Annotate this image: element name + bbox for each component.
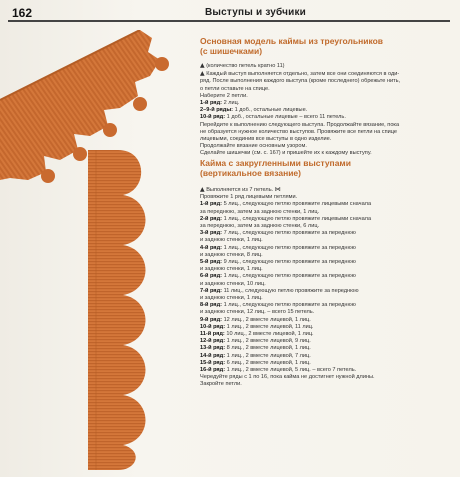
row-instruction-continued: за переднюю, затем за заднюю стенки, 6 лиц. (200, 223, 320, 230)
row-instruction: 15-й ряд: 6 лиц., 2 вместе лицевой, 1 лиц. (200, 359, 311, 366)
section-1-title-line-1: Основная модель каймы из треугольников (200, 36, 384, 46)
row-instruction: 4-й ряд: 1 лиц., следующую петлю провяжите за переднюю (200, 244, 356, 251)
row-instruction: 14-й ряд: 1 лиц., 2 вместе лицевой, 7 лиц. (200, 352, 311, 359)
bobble-5 (41, 169, 55, 183)
row-instructions (200, 201, 452, 374)
row-instruction: 12-й ряд: 1 лиц., 2 вместе лицевой, 9 лиц. (200, 338, 311, 345)
row-instruction: 8-й ряд: 1 лиц., следующую петлю провяжите за переднюю (200, 302, 356, 309)
bullet-triangle-icon: ▲ (200, 70, 205, 78)
section-2-title (200, 158, 351, 178)
triangle-symbol-icon: ▲ (200, 62, 205, 69)
row-instruction-continued: и заднюю стенки, 10 лиц. (200, 280, 266, 287)
bobble-2 (133, 97, 147, 111)
row-instruction: 9-й ряд: 12 лиц., 2 вместе лицевой, 1 лиц. (200, 316, 311, 323)
row-instruction-continued: и заднюю стенки, 1 лиц. (200, 237, 263, 244)
row-instruction: 7-й ряд: 11 лиц., следующую петлю провяжите за переднюю (200, 287, 359, 294)
row-instruction: 11-й ряд: 10 лиц., 2 вместе лицевой, 1 лиц. (200, 331, 314, 338)
row-instruction: 13-й ряд: 8 лиц., 2 вместе лицевой, 1 лиц. (200, 345, 311, 352)
section-1-title (200, 36, 383, 56)
bobble-1 (155, 57, 169, 71)
running-title: Выступы и зубчики (205, 7, 307, 18)
row-instruction-continued: и заднюю стенки, 1 лиц. (200, 295, 263, 302)
page-header (0, 0, 460, 22)
row-instruction: 2-й ряд: 1 лиц., следующую петлю провяжите лицевыми сначала (200, 215, 372, 222)
header-rule (8, 20, 450, 22)
row-instruction: 16-й ряд: 1 лиц., 2 вместе лицевой, 5 лиц. – всего 7 петель. (200, 367, 357, 374)
section-2-body: ▲ Выполняется из 7 петель. ⋈ Провяжите 1 ряд лицевыми петлями. 1-й ряд: 5 лиц., следующую петлю провяжите лицевыми сначала за переднюю, затем за заднюю стенки, 1 лиц. 2-й ряд: 1 лиц., следующую петлю провяжите лицевыми сначала за переднюю, затем за заднюю стенки, 6 лиц. 3-й ряд: 7 лиц., следующую петлю провяжите за переднюю и заднюю стенки, 1 лиц. 4-й ряд: 1 лиц., следующую петлю провяжите за переднюю и заднюю стенки, 8 лиц. 5-й ряд: 9 лиц., следующую петлю провяжите за переднюю и заднюю стенки, 1 лиц. 6-й ряд: 1 лиц., следующую петлю провяжите за переднюю и заднюю стенки, 10 лиц. 7-й ряд: 11 лиц., следующую петлю провяжите за переднюю и заднюю стенки, 1 лиц. 8-й ряд: 1 лиц., следующую петлю провяжите за переднюю и заднюю стенки, 12 лиц. – всего 15 петель. 9-й ряд: 12 лиц., 2 вместе лицевой, 1 лиц. 10-й ряд: 1 лиц., 2 вместе лицевой, 11 лиц. 11-й ряд: 10 лиц., 2 вместе лицевой, 1 лиц. 12-й ряд: 1 лиц., 2 вместе лицевой, 9 лиц. 13-й ряд: 8 лиц., 2 вместе лицевой, 1 лиц. 14-й ряд: 1 лиц., 2 вместе лицевой, 7 лиц. 15-й ряд: 6 лиц., 2 вместе лицевой, 1 лиц. 16-й ряд: 1 лиц., 2 вместе лицевой, 5 лиц. – всего 7 петель. Чередуйте ряды с 1 по 16, пока кайма не достигнет нужной длины. Закройте петли. (200, 186, 452, 389)
section-1-body: ▲ (количество петель кратно 11) ▲ Каждый выступ выполняется отдельно, затем все они соединяются в оди- ряд. После выполнения каждого выступа (кроме последнего) обрежьте нить, о петли оставьте на спице. Наберите 2 петли. 1-й ряд: 2 лиц. 2–9-й ряды: 1 доб., остальные лицевые. 10-й ряд: 1 доб., остальные лицевые – всего 11 петель. Перейдите к выполнению следующего выступа. Продолжайте вязание, пока не образуется нужное количество выступов. Провяжите все петли на спице лицевыми, соединив все выступы в одно изделие. Продолжайте вязание основным узором. Сделайте шишечки (см. с. 167) и пришейте их к каждому выступу. (200, 62, 401, 157)
page-number: 162 (12, 6, 33, 20)
row-instruction: 10-й ряд: 1 лиц., 2 вместе лицевой, 11 лиц. (200, 323, 314, 330)
row-instruction: 5-й ряд: 9 лиц., следующую петлю провяжите за переднюю (200, 259, 356, 266)
section-1-title-line-2: (с шишечками) (200, 46, 263, 56)
section-2-title-line-2: (вертикальное вязание) (200, 168, 301, 178)
rounded-edging-photo (78, 150, 178, 470)
section-2-title-line-1: Кайма с закругленными выступами (200, 158, 351, 168)
bowtie-symbol-icon: ⋈ (274, 186, 281, 193)
row-instruction-continued: и заднюю стенки, 12 лиц. – всего 15 петель. (200, 309, 315, 316)
row-instruction-continued: за переднюю, затем за заднюю стенки, 1 лиц. (200, 208, 320, 215)
row-instruction: 3-й ряд: 7 лиц., следующую петлю провяжите за переднюю (200, 230, 356, 237)
row-instruction: 1-й ряд: 5 лиц., следующую петлю провяжите лицевыми сначала (200, 201, 372, 208)
row-instruction-continued: и заднюю стенки, 1 лиц. (200, 266, 263, 273)
row-instruction-continued: и заднюю стенки, 8 лиц. (200, 251, 263, 258)
row-instruction: 6-й ряд: 1 лиц., следующую петлю провяжите за переднюю (200, 273, 356, 280)
triangle-symbol-icon: ▲ (200, 186, 205, 193)
bobble-3 (103, 123, 117, 137)
